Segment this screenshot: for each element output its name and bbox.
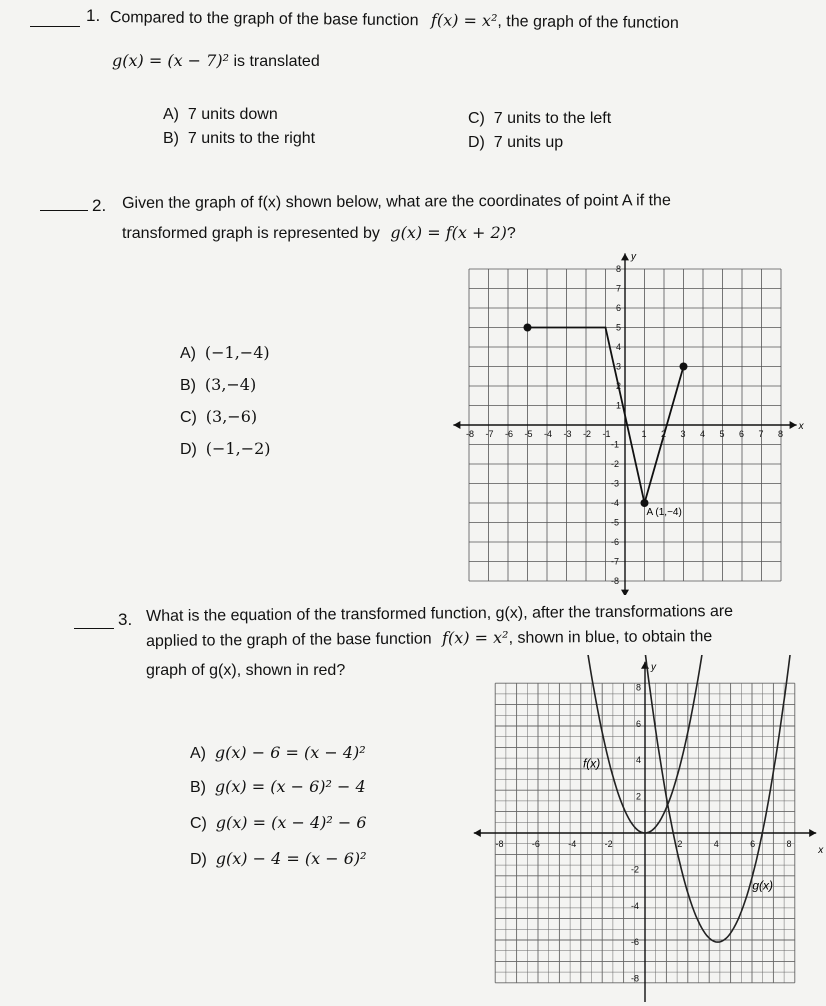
y-tick-label: -8 — [611, 576, 620, 586]
y-tick-label: 2 — [636, 791, 642, 802]
x-tick-label: 6 — [750, 839, 756, 849]
q1-option-c-text: 7 units to the left — [493, 110, 612, 127]
q3-option-d-text: g(x) − 4 = (x − 6)² — [215, 849, 367, 868]
q3-option-c[interactable] — [190, 812, 367, 835]
question-1-line-2 — [112, 50, 320, 73]
y-tick-label: -2 — [631, 864, 640, 875]
x-tick-label: 2 — [661, 429, 667, 439]
x-tick-label: 6 — [739, 429, 745, 439]
x-tick-label: -5 — [524, 429, 533, 439]
transformed-function: g(x) = f(x + 2) — [390, 223, 507, 242]
answer-blank-2[interactable] — [40, 210, 88, 211]
q3-option-d[interactable] — [190, 848, 367, 871]
point-a-label: A (1,−4) — [646, 507, 682, 518]
y-axis-arrow-up — [621, 253, 629, 260]
question-1-mid: , the graph of the function — [497, 13, 679, 32]
q2-option-d[interactable] — [180, 438, 271, 461]
q3-option-d-letter: D) — [190, 851, 207, 868]
y-tick-label: -1 — [611, 439, 620, 450]
question-3-line-2 — [146, 625, 712, 653]
y-tick-label: 4 — [636, 755, 642, 766]
y-tick-label: -6 — [631, 937, 640, 948]
x-tick-label: -2 — [604, 839, 613, 849]
q2-axes — [453, 253, 796, 595]
x-tick-label: 4 — [713, 839, 719, 849]
q3-coordinate-graph — [465, 655, 826, 1006]
base-function: f(x) = x² — [430, 10, 498, 31]
x-tick-label: 3 — [680, 429, 686, 439]
q2-option-c[interactable] — [180, 406, 257, 429]
y-tick-label: 6 — [616, 303, 622, 313]
y-tick-label: -5 — [611, 517, 620, 528]
q2-option-c-text: (3,−6) — [205, 407, 258, 426]
x-axis-arrow-left — [453, 421, 460, 429]
q3-option-a-letter: A) — [190, 745, 206, 762]
q3-option-b-letter: B) — [190, 779, 206, 796]
y-tick-label: -2 — [611, 459, 620, 469]
q1-option-a[interactable] — [163, 104, 278, 126]
y-tick-label: 5 — [616, 322, 622, 333]
x-tick-label: -6 — [531, 839, 540, 849]
question-2-number: 2. — [92, 196, 107, 215]
x-tick-label: 4 — [700, 429, 706, 439]
x-tick-label: -6 — [505, 429, 514, 439]
y-tick-label: 6 — [636, 718, 642, 729]
question-2-line-2 — [122, 222, 516, 245]
q2-option-d-text: (−1,−2) — [205, 439, 271, 458]
f-curve-label: f(x) — [582, 756, 601, 771]
y-tick-label: 7 — [616, 283, 622, 294]
q1-option-b[interactable] — [163, 128, 315, 150]
question-2-line-1: Given the graph of f(x) shown below, what are the coordinates of point A if the — [122, 192, 671, 212]
q2-option-c-letter: C) — [180, 409, 197, 426]
q1-option-c[interactable] — [468, 108, 611, 130]
q1-option-d[interactable] — [468, 132, 563, 154]
q3-option-a[interactable] — [190, 742, 366, 765]
answer-blank-3[interactable] — [74, 628, 114, 629]
q1-option-b-letter: B) — [163, 130, 179, 147]
x-tick-label: -3 — [563, 429, 572, 439]
y-tick-label: -8 — [631, 973, 640, 984]
y-tick-label: 8 — [636, 682, 642, 693]
question-1-lead: Compared to the graph of the base function — [109, 8, 419, 30]
q2-option-d-letter: D) — [180, 441, 197, 458]
x-tick-label: -2 — [583, 429, 592, 439]
q2-x-axis-label: x — [798, 421, 804, 432]
x-tick-label: 8 — [786, 839, 792, 849]
q3-y-axis-label: y — [651, 661, 656, 673]
x-tick-label: -8 — [466, 429, 475, 439]
y-tick-label: 1 — [616, 400, 622, 411]
q3-axes — [474, 662, 816, 1002]
q2-coordinate-graph — [450, 245, 810, 595]
plot-point — [680, 363, 688, 371]
q1-option-c-letter: C) — [468, 110, 485, 127]
q2-option-a-letter: A) — [180, 345, 196, 362]
x-tick-label: 2 — [677, 839, 683, 849]
q3-x-axis-label: x — [818, 845, 824, 856]
plot-point — [524, 324, 532, 332]
q3-option-b-text: g(x) = (x − 6)² − 4 — [214, 777, 366, 796]
x-axis-arrow-left — [474, 829, 481, 837]
g-curve — [643, 655, 792, 942]
x-tick-label: 7 — [758, 429, 764, 439]
x-tick-label: -1 — [602, 429, 611, 439]
q3-base-function: f(x) = x² — [441, 627, 509, 648]
q1-option-d-letter: D) — [468, 134, 485, 151]
x-tick-label: 1 — [641, 429, 647, 439]
question-3-lead: applied to the graph of the base function — [146, 630, 432, 650]
x-tick-label: 8 — [778, 429, 784, 439]
g-curve-label: g(x) — [752, 878, 773, 893]
q1-option-d-text: 7 units up — [493, 134, 564, 151]
answer-blank-1[interactable] — [30, 26, 80, 27]
q2-y-axis-label: y — [631, 251, 636, 263]
x-axis-arrow-right — [809, 829, 816, 837]
q3-option-b[interactable] — [190, 776, 366, 799]
y-tick-label: -3 — [611, 478, 620, 489]
q1-option-a-letter: A) — [163, 106, 179, 123]
q3-option-a-text: g(x) − 6 = (x − 4)² — [214, 743, 366, 762]
question-1-tail: is translated — [229, 53, 320, 70]
y-tick-label: 8 — [616, 264, 622, 274]
x-tick-label: 5 — [719, 429, 725, 439]
y-tick-label: -4 — [631, 900, 640, 911]
y-tick-label: 2 — [616, 381, 622, 391]
q1-option-b-text: 7 units to the right — [187, 130, 316, 147]
q2-option-b-text: (3,−4) — [204, 375, 257, 394]
q1-option-a-text: 7 units down — [187, 106, 278, 123]
q2-option-b[interactable] — [180, 374, 256, 397]
question-3-line-3: graph of g(x), shown in red? — [146, 662, 346, 679]
y-tick-label: -4 — [611, 498, 620, 508]
q3-option-c-text: g(x) = (x − 4)² − 6 — [215, 813, 367, 832]
question-2-lead: transformed graph is represented by — [122, 225, 380, 242]
y-axis-arrow-down — [621, 590, 629, 595]
y-tick-label: 3 — [616, 361, 622, 372]
question-2-qmark: ? — [506, 225, 516, 242]
y-tick-label: -7 — [611, 556, 620, 567]
q2-option-a[interactable] — [180, 342, 270, 365]
question-1-text — [110, 6, 800, 36]
question-1-number: 1. — [86, 6, 101, 25]
g-function: g(x) = (x − 7)² — [112, 51, 230, 70]
question-3-number: 3. — [118, 610, 133, 629]
x-tick-label: -7 — [485, 429, 494, 439]
q3-option-c-letter: C) — [190, 815, 207, 832]
x-tick-label: -4 — [544, 429, 553, 439]
y-tick-label: 4 — [616, 342, 622, 352]
question-3-line-1: What is the equation of the transformed function, g(x), after the transformations are — [146, 602, 734, 625]
x-tick-label: -4 — [568, 839, 577, 849]
x-tick-label: -8 — [495, 839, 504, 849]
plot-point — [641, 499, 649, 507]
q2-option-b-letter: B) — [180, 377, 196, 394]
q2-option-a-text: (−1,−4) — [204, 343, 270, 362]
x-axis-arrow-right — [790, 421, 797, 429]
y-tick-label: -6 — [611, 537, 620, 547]
question-3-mid: , shown in blue, to obtain the — [508, 628, 713, 647]
